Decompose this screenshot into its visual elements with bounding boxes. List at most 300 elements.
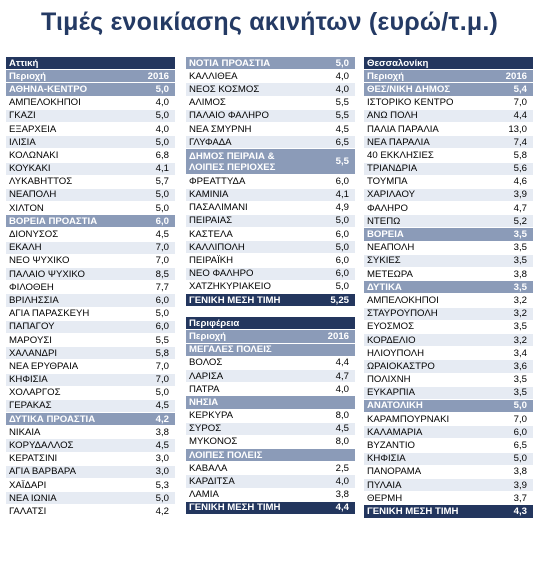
row-value: 4,5 [155,400,169,412]
table-row [364,439,533,452]
table-header-row [186,330,355,343]
row-label: ΝΟΤΙΑ ΠΡΟΑΣΤΙΑ [189,57,271,69]
row-value: 5,0 [155,110,169,122]
attica-table [6,57,175,519]
table-row [364,466,533,479]
row-label: ΔΙΟΝΥΣΟΣ [9,229,59,241]
row-label: ΘΕΡΜΗ [367,492,403,504]
row-label: ΘΕΣ/ΝΙΚΗ ΔΗΜΟΣ [367,83,451,95]
row-value: 5,6 [513,163,527,175]
table-row [186,241,355,254]
row-label: ΦΡΕΑΤΤΥΔΑ [189,175,246,187]
row-label: ΧΑΪΔΑΡΙ [9,479,47,491]
row-label: ΒΟΡΕΙΑ [367,229,404,241]
table-row [6,123,175,136]
total-row [364,505,533,518]
table-row [6,110,175,123]
row-label: ΜΕΓΑΛΕΣ ΠΟΛΕΙΣ [189,344,272,356]
table-row [186,462,355,475]
table-row [6,479,175,492]
table-row [186,202,355,215]
row-label: ΕΥΟΣΜΟΣ [367,321,415,333]
row-value: 5,2 [513,215,527,227]
row-value: 4,4 [513,110,527,122]
row-value: 5,8 [155,347,169,359]
section-row [186,57,355,70]
table-row [186,97,355,110]
row-label: ΚΗΦΙΣΙΑ [367,453,406,465]
section-row [364,228,533,241]
table-row [6,453,175,466]
row-value: 5,0 [335,281,349,293]
row-value: 4,0 [335,83,349,95]
table-title-row [364,57,533,70]
section-row [364,83,533,96]
table-row [364,413,533,426]
row-value: 5,0 [155,83,169,95]
row-label: ΧΙΛΤΟΝ [9,202,44,214]
table-row [6,492,175,505]
row-label: ΧΑΤΖΗΚΥΡΙΑΚΕΙΟ [189,281,271,293]
thessaloniki-table [364,57,533,519]
row-label: ΠΟΛΙΧΝΗ [367,374,411,386]
row-label: ΤΡΙΑΝΔΡΙΑ [367,163,418,175]
row-value: 3,2 [513,308,527,320]
row-value: 7,0 [513,97,527,109]
row-label: Αττική [9,57,39,69]
table-row [6,400,175,413]
row-value: 5,0 [155,492,169,504]
row-label: ΚΑΛΛΙΠΟΛΗ [189,241,245,253]
row-label: ΙΣΤΟΡΙΚΟ ΚΕΝΤΡΟ [367,97,454,109]
row-label: ΦΙΛΟΘΕΗ [9,281,54,293]
table-row [364,426,533,439]
row-value: 4,5 [335,423,349,435]
row-value: 6,8 [155,149,169,161]
row-label: ΜΥΚΟΝΟΣ [189,436,238,448]
row-value: 4,4 [335,502,349,514]
row-value: 5,7 [155,176,169,188]
row-value: 2016 [505,70,527,82]
table-row [186,383,355,396]
table-row [6,189,175,202]
row-value: 4,6 [513,176,527,188]
table-row [186,123,355,136]
table-row [364,163,533,176]
table-row [364,387,533,400]
south-piraeus-region-table [186,57,355,515]
table-row [364,123,533,136]
row-label: ΚΕΡΚΥΡΑ [189,410,234,422]
row-value: 4,0 [155,123,169,135]
row-label: ΑΝΩ ΠΟΛΗ [367,110,418,122]
row-value: 6,0 [155,321,169,333]
row-label: ΑΓΙΑ ΠΑΡΑΣΚΕΥΗ [9,308,90,320]
row-label: ΛΟΙΠΕΣ ΠΟΛΕΙΣ [189,449,263,461]
row-label: ΝΕΑ ΙΩΝΙΑ [9,492,57,504]
table-row [186,475,355,488]
row-value: 4,1 [155,163,169,175]
row-label: ΚΑΜΙΝΙΑ [189,189,229,201]
section-row [6,83,175,96]
row-label: ΑΘΗΝΑ-ΚΕΝΤΡΟ [9,83,88,95]
row-value: 4,7 [513,202,527,214]
row-value: 4,2 [155,413,169,425]
row-value: 3,0 [155,466,169,478]
table-row [364,374,533,387]
row-label: ΓΛΥΦΑΔΑ [189,136,232,148]
table-row [186,175,355,188]
row-label: ΛΑΡΙΣΑ [189,370,224,382]
row-label: ΠΕΙΡΑΙΑΣ [189,215,233,227]
row-value: 5,25 [330,294,349,306]
table-spacer [186,307,355,317]
row-label: ΓΕΝΙΚΗ ΜΕΣΗ ΤΙΜΗ [189,502,281,514]
row-label: ΧΟΛΑΡΓΟΣ [9,387,61,399]
table-row [364,97,533,110]
row-label: ΝΕΟ ΦΑΛΗΡΟ [189,268,254,280]
table-row [186,83,355,96]
row-label: ΠΕΙΡΑΪΚΗ [189,255,234,267]
row-value: 2,5 [335,462,349,474]
table-row [6,202,175,215]
row-value: 3,0 [155,453,169,465]
row-label: ΔΗΜΟΣ ΠΕΙΡΑΙΑ & ΛΟΙΠΕΣ ΠΕΡΙΟΧΕΣ [189,150,276,173]
table-row [364,479,533,492]
row-value: 4,9 [335,202,349,214]
row-label: ΣΥΡΟΣ [189,423,222,435]
row-label: Περιφέρεια [189,317,240,329]
row-label: ΒΟΛΟΣ [189,357,223,369]
row-label: ΜΑΡΟΥΣΙ [9,334,52,346]
row-value: 5,0 [335,57,349,69]
table-row [6,228,175,241]
row-value: 3,5 [513,321,527,333]
table-row [6,255,175,268]
row-value: 3,5 [513,255,527,267]
row-value: 6,0 [335,255,349,267]
row-value: 7,0 [155,360,169,372]
table-row [186,268,355,281]
row-label: ΒΟΡΕΙΑ ΠΡΟΑΣΤΙΑ [9,215,98,227]
row-label: ΓΚΑΖΙ [9,110,36,122]
table-row [6,505,175,518]
row-value: 5,5 [335,156,349,168]
row-label: ΚΑΛΛΙΘΕΑ [189,70,238,82]
row-label: ΗΛΙΟΥΠΟΛΗ [367,347,425,359]
table-row [6,426,175,439]
row-label: ΓΕΝΙΚΗ ΜΕΣΗ ΤΙΜΗ [189,294,281,306]
table-row [364,453,533,466]
row-label: ΑΜΠΕΛΟΚΗΠΟΙ [9,97,81,109]
table-row [186,423,355,436]
row-label: ΝΕΑ ΕΡΥΘΡΑΙΑ [9,360,79,372]
row-label: ΠΑΣΑΛΙΜΑΝΙ [189,202,248,214]
row-label: ΝΗΣΙΑ [189,396,219,408]
row-value: 6,0 [155,215,169,227]
row-label: ΚΟΛΩΝΑΚΙ [9,149,59,161]
row-value: 5,5 [335,110,349,122]
table-row [6,294,175,307]
table-row [6,347,175,360]
row-label: ΚΑΡΑΜΠΟΥΡΝΑΚΙ [367,413,450,425]
row-value: 3,9 [513,189,527,201]
row-value: 6,0 [335,228,349,240]
table-row [6,176,175,189]
row-label: ΝΙΚΑΙΑ [9,426,41,438]
section-row [186,149,355,175]
row-label: ΠΑΤΡΑ [189,383,220,395]
row-label: ΠΑΠΑΓΟΥ [9,321,55,333]
row-value: 4,0 [335,476,349,488]
table-row [364,492,533,505]
row-value: 3,9 [513,479,527,491]
row-label: ΑΛΙΜΟΣ [189,97,226,109]
section-row [186,449,355,462]
table-row [186,136,355,149]
page-title: Τιμές ενοικίασης ακινήτων (ευρώ/τ.μ.) [40,8,499,36]
row-value: 7,0 [155,255,169,267]
row-value: 5,0 [335,241,349,253]
table-header-row [6,70,175,83]
row-label: Θεσσαλονίκη [367,57,429,69]
table-row [6,360,175,373]
row-value: 5,0 [155,308,169,320]
table-row [364,294,533,307]
table-row [6,334,175,347]
total-row [186,502,355,515]
row-label: ΑΜΠΕΛΟΚΗΠΟΙ [367,294,439,306]
row-label: ΧΑΛΑΝΔΡΙ [9,347,58,359]
section-row [364,400,533,413]
row-label: ΓΕΝΙΚΗ ΜΕΣΗ ΤΙΜΗ [367,505,459,517]
row-value: 6,0 [335,175,349,187]
table-row [6,374,175,387]
row-label: ΓΑΛΑΤΣΙ [9,505,47,517]
table-row [364,242,533,255]
row-label: ΛΑΜΙΑ [189,489,219,501]
table-row [186,410,355,423]
table-row [364,321,533,334]
table-row [186,189,355,202]
row-value: 6,5 [513,440,527,452]
row-value: 3,7 [513,492,527,504]
row-value: 7,0 [155,374,169,386]
table-row [364,189,533,202]
row-value: 3,5 [513,281,527,293]
row-value: 4,0 [335,70,349,82]
row-label: ΧΑΡΙΛΑΟΥ [367,189,416,201]
row-value: 4,7 [335,370,349,382]
table-row [6,242,175,255]
row-label: ΚΑΣΤΕΛΑ [189,228,233,240]
row-label: ΝΕΑ ΣΜΥΡΝΗ [189,123,252,135]
table-row [364,202,533,215]
row-value: 3,2 [513,334,527,346]
row-label: ΚΟΡΔΕΛΙΟ [367,334,416,346]
row-value: 6,5 [335,136,349,148]
row-label: ΕΞΑΡΧΕΙΑ [9,123,57,135]
row-value: 5,0 [335,215,349,227]
table-row [6,281,175,294]
row-label: ΕΥΚΑΡΠΙΑ [367,387,415,399]
row-label: ΙΛΙΣΙΑ [9,136,36,148]
table-row [6,308,175,321]
row-value: 6,0 [155,294,169,306]
row-label: Περιοχή [9,70,46,82]
row-value: 4,0 [155,97,169,109]
row-value: 3,5 [513,229,527,241]
row-label: ΑΝΑΤΟΛΙΚΗ [367,400,423,412]
row-label: ΓΕΡΑΚΑΣ [9,400,52,412]
table-row [186,110,355,123]
row-label: ΚΗΦΙΣΙΑ [9,374,48,386]
row-label: ΠΑΛΑΙΟ ΦΑΛΗΡΟ [189,110,269,122]
row-value: 7,0 [513,413,527,425]
table-row [6,439,175,452]
row-label: ΜΕΤΕΩΡΑ [367,268,413,280]
row-label: ΚΕΡΑΤΣΙΝΙ [9,453,58,465]
row-value: 3,5 [513,374,527,386]
row-value: 5,8 [513,149,527,161]
row-label: Περιοχή [189,330,226,342]
table-row [364,149,533,162]
table-title-row [6,57,175,70]
table-row [186,489,355,502]
row-value: 5,5 [155,334,169,346]
row-value: 2016 [147,70,169,82]
row-value: 3,2 [513,294,527,306]
row-label: ΣΥΚΙΕΣ [367,255,401,267]
row-value: 4,5 [335,123,349,135]
row-value: 4,1 [335,189,349,201]
row-label: ΠΑΝΟΡΑΜΑ [367,466,422,478]
row-value: 4,2 [155,505,169,517]
row-label: ΝΕΑ ΠΑΡΑΛΙΑ [367,136,430,148]
table-row [364,268,533,281]
row-value: 4,4 [335,357,349,369]
row-value: 4,0 [335,383,349,395]
row-label: ΝΕΑΠΟΛΗ [367,242,415,254]
row-value: 5,0 [513,453,527,465]
row-label: ΚΑΛΑΜΑΡΙΑ [367,426,423,438]
section-row [364,281,533,294]
table-row [364,308,533,321]
table-row [364,360,533,373]
table-row [6,466,175,479]
table-row [364,136,533,149]
table-row [364,334,533,347]
row-label: ΠΑΛΙΑ ΠΑΡΑΛΙΑ [367,123,439,135]
row-value: 3,5 [513,387,527,399]
row-label: ΠΑΛΑΙΟ ΨΥΧΙΚΟ [9,268,85,280]
row-value: 5,0 [155,189,169,201]
row-label: ΣΤΑΥΡΟΥΠΟΛΗ [367,308,438,320]
table-header-row [364,70,533,83]
row-label: ΝΕΟ ΨΥΧΙΚΟ [9,255,70,267]
table-row [6,136,175,149]
row-value: 5,5 [335,97,349,109]
row-label: ΝΕΑΠΟΛΗ [9,189,57,201]
table-row [364,215,533,228]
row-label: ΝΕΟΣ ΚΟΣΜΟΣ [189,83,260,95]
row-label: 40 ΕΚΚΛΗΣΙΕΣ [367,149,434,161]
row-label: ΚΟΥΚΑΚΙ [9,163,51,175]
row-value: 3,6 [513,360,527,372]
row-value: 5,3 [155,479,169,491]
row-value: 8,0 [335,436,349,448]
row-value: 5,0 [155,136,169,148]
table-row [186,370,355,383]
section-row [186,396,355,409]
table-row [364,176,533,189]
table-row [6,387,175,400]
row-value: 5,4 [513,83,527,95]
row-value: 8,5 [155,268,169,280]
total-row [186,294,355,307]
section-row [6,413,175,426]
table-row [364,255,533,268]
row-label: ΚΟΡΥΔΑΛΛΟΣ [9,440,74,452]
row-value: 3,8 [513,268,527,280]
row-value: 3,4 [513,347,527,359]
table-row [186,70,355,83]
table-row [6,268,175,281]
table-row [6,149,175,162]
row-value: 7,7 [155,281,169,293]
row-value: 8,0 [335,410,349,422]
table-row [6,97,175,110]
row-value: 3,5 [513,242,527,254]
row-value: 7,4 [513,136,527,148]
row-label: ΚΑΒΑΛΑ [189,462,228,474]
row-value: 4,3 [513,505,527,517]
row-value: 3,8 [335,489,349,501]
table-row [186,436,355,449]
table-row [6,163,175,176]
row-value: 6,0 [513,426,527,438]
row-label: ΒΡΙΛΗΣΣΙΑ [9,294,59,306]
row-label: ΤΟΥΜΠΑ [367,176,408,188]
table-row [364,110,533,123]
row-value: 3,8 [155,426,169,438]
row-label: Περιοχή [367,70,404,82]
row-value: 3,8 [513,466,527,478]
row-label: ΝΤΕΠΩ [367,215,401,227]
table-row [186,254,355,267]
row-value: 4,5 [155,229,169,241]
row-label: ΒΥΖΑΝΤΙΟ [367,440,415,452]
row-value: 13,0 [508,123,527,135]
section-row [186,344,355,357]
row-label: ΠΥΛΑΙΑ [367,479,402,491]
row-label: ΩΡΑΙΟΚΑΣΤΡΟ [367,360,435,372]
table-row [186,215,355,228]
row-label: ΑΓΙΑ ΒΑΡΒΑΡΑ [9,466,76,478]
section-row [6,215,175,228]
row-label: ΔΥΤΙΚΑ ΠΡΟΑΣΤΙΑ [9,413,96,425]
row-value: 5,0 [155,202,169,214]
row-label: ΛΥΚΑΒΗΤΤΟΣ [9,176,73,188]
row-value: 6,0 [335,268,349,280]
row-value: 4,5 [155,440,169,452]
row-value: 2016 [327,330,349,342]
table-title-row [186,317,355,330]
row-label: ΔΥΤΙΚΑ [367,281,402,293]
table-row [186,281,355,294]
row-value: 7,0 [155,242,169,254]
table-row [186,228,355,241]
